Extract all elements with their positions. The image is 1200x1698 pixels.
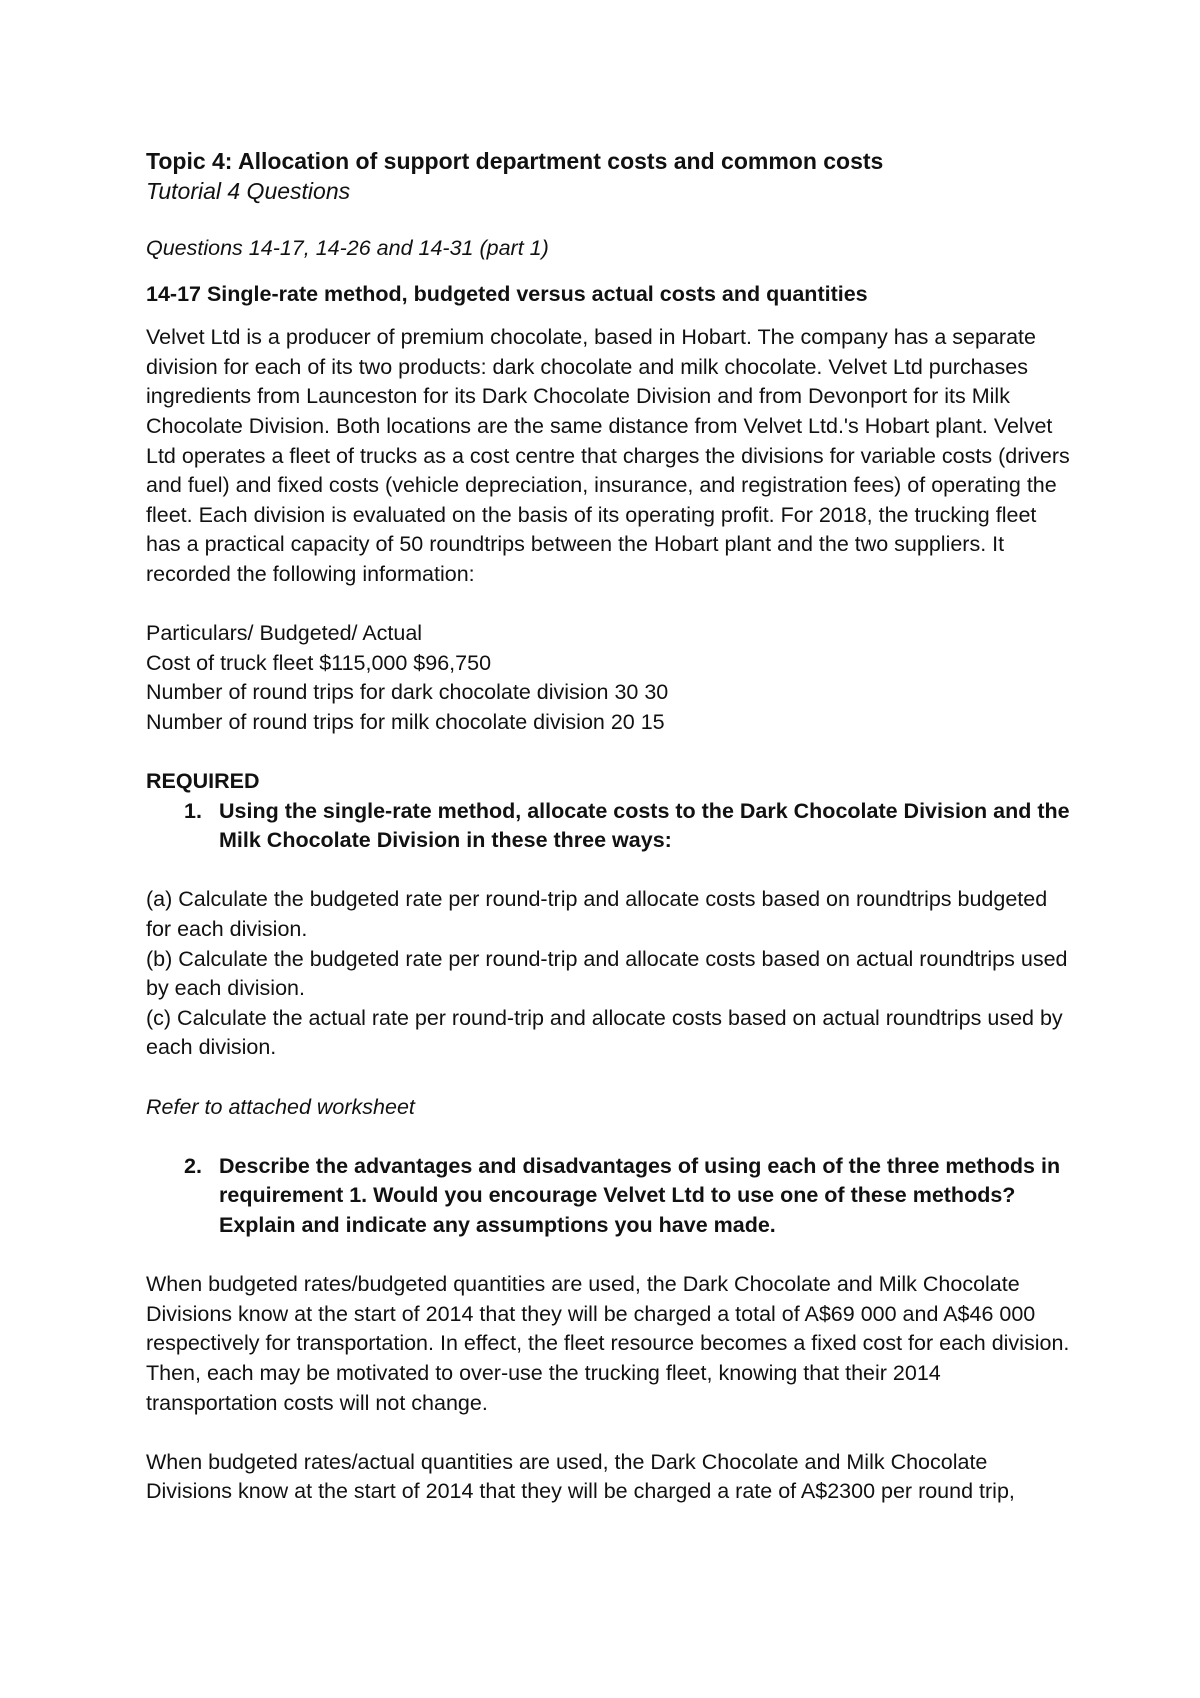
questions-line: Questions 14-17, 14-26 and 14-31 (part 1)	[146, 236, 549, 260]
particulars-line: Cost of truck fleet $115,000 $96,750	[146, 650, 492, 675]
refer-note: Refer to attached worksheet	[146, 1094, 415, 1119]
answer-paragraph: When budgeted rates/budgeted quantities are used, the Dark Chocolate and Milk Chocolate Divisions know at the start of 2014 that they will be charged a total of A$69 000 and A$46 000 respectively for transportation. In effect, the fleet resource becomes a fixed cost for each division. Then, each may be motivated to over-use the trucking fleet, knowing that their 2014 transportation costs will not change.	[146, 1272, 1070, 1415]
intro-paragraph: Velvet Ltd is a producer of premium chocolate, based in Hobart. The company has a separate division for each of its two products: dark chocolate and milk chocolate. Velvet Ltd purchases ingredients from Launceston for its Dark Chocolate Division and from Devonport for its Milk Chocolate Division. Both locations are the same distance from Velvet Ltd.'s Hobart plant. Velvet Ltd operates a fleet of trucks as a cost centre that charges the divisions for variable costs (drivers and fuel) and fixed costs (vehicle depreciation, insurance, and registration fees) of operating the fleet. Each division is evaluated on the basis of its operating profit. For 2018, the trucking fleet has a practical capacity of 50 roundtrips between the Hobart plant and the two suppliers. It recorded the following information:	[146, 325, 1070, 586]
particulars-line: Particulars/ Budgeted/ Actual	[146, 621, 423, 646]
document-title: Topic 4: Allocation of support department costs and common costs	[146, 148, 884, 174]
sub-items-list	[146, 885, 1076, 1063]
requirement-number: 2.	[184, 1153, 202, 1178]
answer-paragraph: When budgeted rates/actual quantities are used, the Dark Chocolate and Milk Chocolate Divisions know at the start of 2014 that they will be charged a rate of A$2300 per round trip,	[146, 1449, 1015, 1504]
requirement-number: 1.	[184, 798, 202, 823]
particulars-block	[146, 619, 1076, 737]
requirement-text: Using the single-rate method, allocate costs to the Dark Chocolate Division and the Milk Chocolate Division in these three ways:	[219, 798, 1070, 853]
requirement-text: Describe the advantages and disadvantages of using each of the three methods in requirement 1. Would you encourage Velvet Ltd to use one of these methods? Explain and indicate any assumptions you have made.	[219, 1153, 1061, 1237]
requirement-2	[146, 1152, 1076, 1241]
question-heading: 14-17 Single-rate method, budgeted versus actual costs and quantities	[146, 281, 868, 306]
sub-item: (c) Calculate the actual rate per round-trip and allocate costs based on actual roundtrips used by each division.	[146, 1005, 1063, 1060]
document-subtitle: Tutorial 4 Questions	[146, 178, 351, 204]
document-page	[146, 146, 1076, 1507]
required-label: REQUIRED	[146, 769, 260, 794]
sub-item: (b) Calculate the budgeted rate per round-trip and allocate costs based on actual roundtrips used by each division.	[146, 946, 1068, 1001]
particulars-line: Number of round trips for milk chocolate division 20 15	[146, 709, 665, 734]
sub-item: (a) Calculate the budgeted rate per round-trip and allocate costs based on roundtrips budgeted for each division.	[146, 887, 1048, 942]
particulars-line: Number of round trips for dark chocolate division 30 30	[146, 680, 669, 705]
requirement-1	[146, 797, 1076, 856]
